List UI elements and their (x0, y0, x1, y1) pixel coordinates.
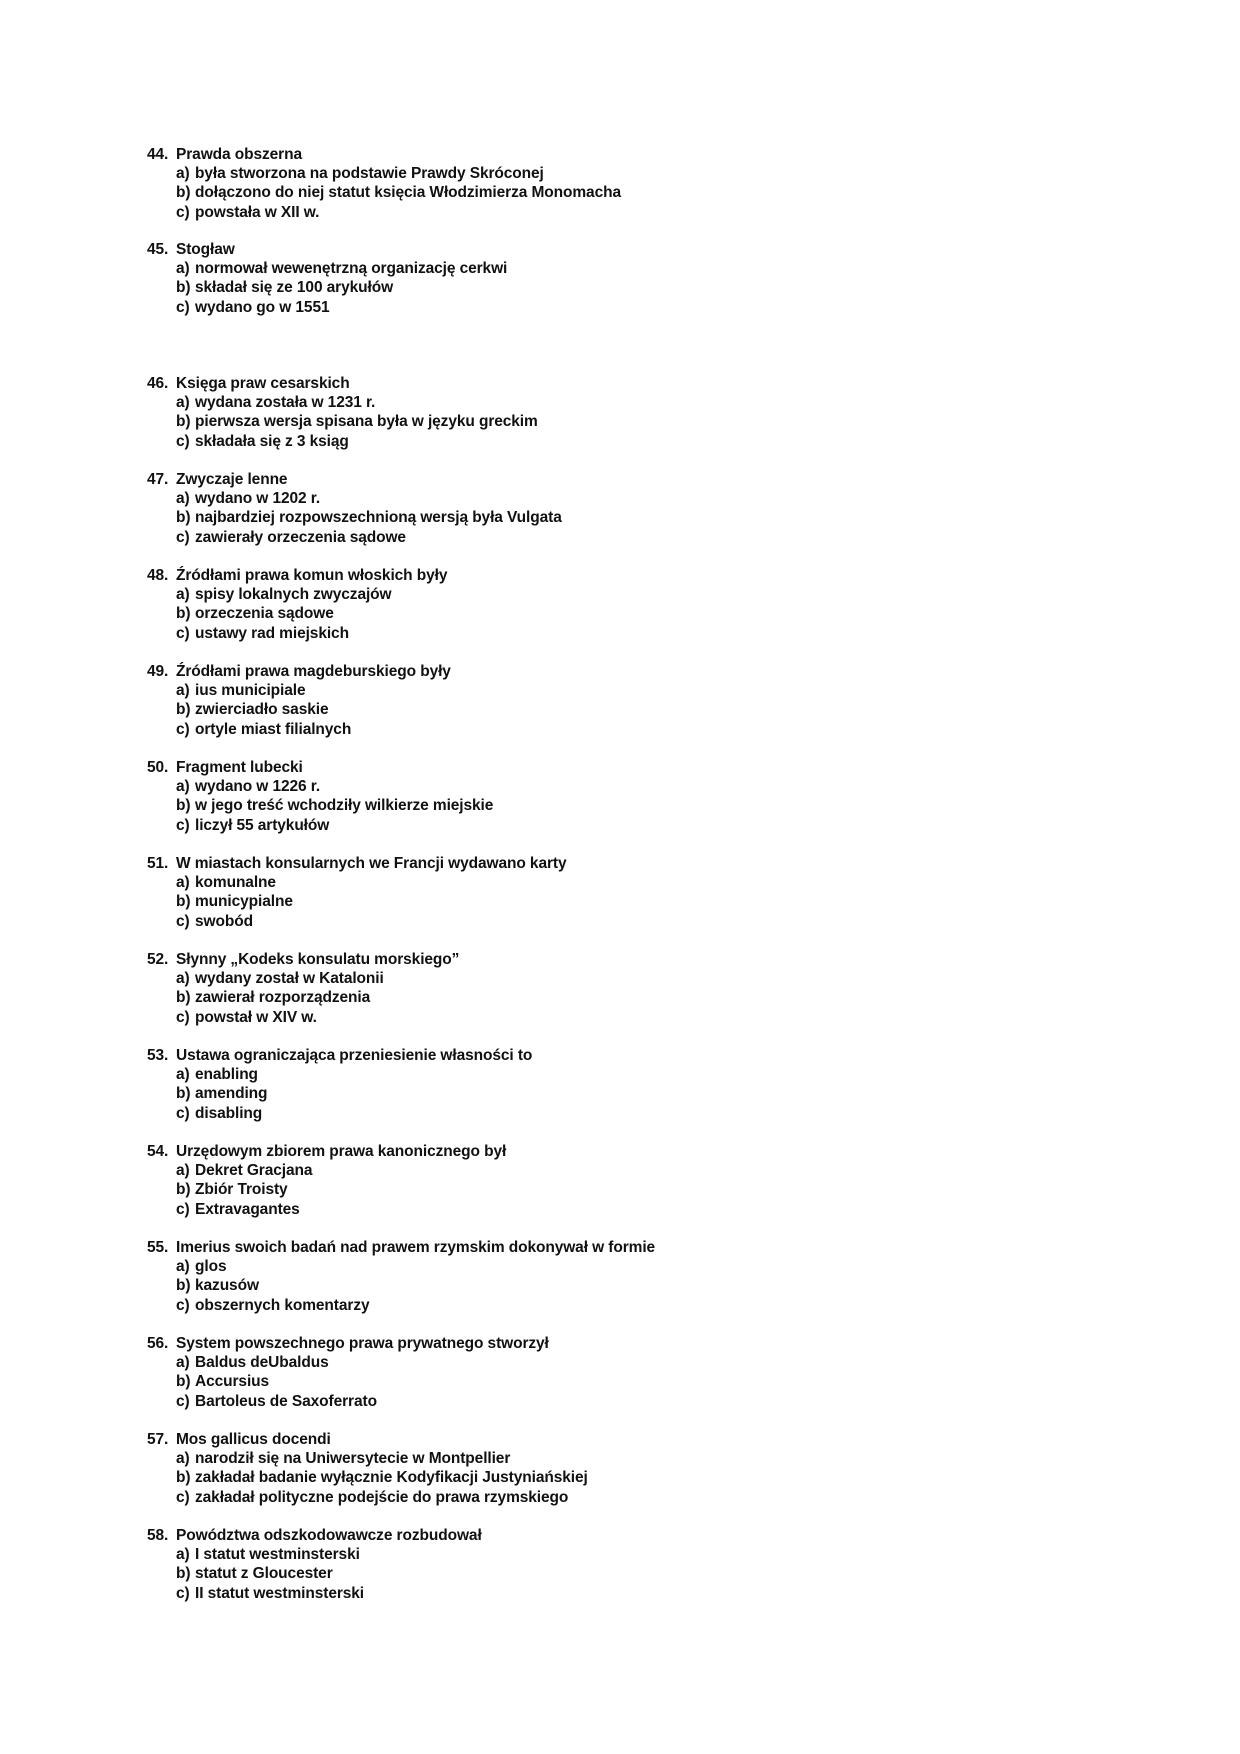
option-text: II statut westminsterski (195, 1584, 365, 1602)
answer-option-b (147, 508, 1147, 527)
answer-option-b (147, 988, 1147, 1007)
answer-option-a (147, 489, 1147, 508)
answer-options (147, 969, 1147, 1027)
question-heading (147, 1430, 1147, 1449)
answer-option-a (147, 1449, 1147, 1468)
answer-options (147, 873, 1147, 931)
question-54 (147, 1142, 1147, 1219)
answer-option-a (147, 393, 1147, 412)
answer-option-a (147, 259, 1147, 278)
option-text: zawierały orzeczenia sądowe (195, 528, 406, 546)
option-letter: c) (176, 720, 190, 738)
answer-option-b (147, 1180, 1147, 1199)
answer-options (147, 1257, 1147, 1315)
question-57 (147, 1430, 1147, 1507)
answer-option-b (147, 1084, 1147, 1103)
question-heading (147, 1526, 1147, 1545)
answer-option-a (147, 1353, 1147, 1372)
option-letter: b) (176, 184, 191, 202)
option-text: składał się ze 100 arykułów (195, 279, 394, 297)
option-text: była stworzona na podstawie Prawdy Skróconej (195, 165, 544, 183)
question-text: System powszechnego prawa prywatnego stworzył (176, 1335, 549, 1352)
option-letter: c) (176, 203, 190, 221)
option-letter: b) (176, 1469, 191, 1487)
option-letter: b) (176, 1277, 191, 1295)
question-heading (147, 1334, 1147, 1353)
question-heading (147, 758, 1147, 777)
question-text: Źródłami prawa komun włoskich były (176, 567, 448, 584)
answer-option-b (147, 1468, 1147, 1487)
option-letter: b) (176, 279, 191, 297)
option-text: wydany został w Katalonii (195, 970, 384, 988)
question-heading (147, 1046, 1147, 1065)
question-47 (147, 470, 1147, 547)
option-text: powstał w XIV w. (195, 1008, 317, 1026)
question-text: W miastach konsularnych we Francji wydawano karty (176, 855, 567, 872)
option-text: dołączono do niej statut księcia Włodzimierza Monomacha (195, 184, 621, 202)
option-text: Bartoleus de Saxoferrato (195, 1392, 377, 1410)
answer-option-b (147, 278, 1147, 297)
option-text: Baldus deUbaldus (195, 1354, 329, 1372)
answer-option-b (147, 412, 1147, 431)
option-text: liczył 55 artykułów (195, 816, 330, 834)
question-52 (147, 950, 1147, 1027)
option-letter: b) (176, 1565, 191, 1583)
option-text: Accursius (195, 1373, 270, 1391)
answer-option-c (147, 912, 1147, 931)
option-text: Dekret Gracjana (195, 1162, 313, 1180)
question-number: 52. (147, 951, 169, 968)
question-number: 49. (147, 663, 169, 680)
question-53 (147, 1046, 1147, 1123)
option-letter: a) (176, 1162, 190, 1180)
option-letter: a) (176, 1066, 190, 1084)
answer-options (147, 259, 1147, 317)
option-text: enabling (195, 1066, 258, 1084)
answer-options (147, 1065, 1147, 1123)
answer-option-c (147, 1584, 1147, 1603)
option-text: I statut westminsterski (195, 1546, 360, 1564)
option-letter: a) (176, 682, 190, 700)
question-number: 51. (147, 855, 169, 872)
answer-option-a (147, 585, 1147, 604)
option-letter: c) (176, 1008, 190, 1026)
answer-option-c (147, 432, 1147, 451)
question-number: 50. (147, 759, 169, 776)
option-letter: c) (176, 1104, 190, 1122)
option-letter: a) (176, 970, 190, 988)
question-number: 53. (147, 1047, 169, 1064)
question-number: 56. (147, 1335, 169, 1352)
answer-option-c (147, 1296, 1147, 1315)
answer-option-a (147, 777, 1147, 796)
option-letter: a) (176, 778, 190, 796)
option-text: disabling (195, 1104, 263, 1122)
option-letter: b) (176, 1373, 191, 1391)
answer-option-c (147, 1392, 1147, 1411)
option-letter: a) (176, 874, 190, 892)
option-letter: b) (176, 797, 191, 815)
question-heading (147, 145, 1147, 164)
question-55 (147, 1238, 1147, 1315)
question-heading (147, 662, 1147, 681)
option-text: normował wewenętrzną organizację cerkwi (195, 260, 508, 278)
answer-option-a (147, 873, 1147, 892)
option-text: zawierał rozporządzenia (195, 989, 371, 1007)
answer-option-b (147, 796, 1147, 815)
option-letter: c) (176, 1488, 190, 1506)
option-text: statut z Gloucester (195, 1565, 333, 1583)
question-number: 48. (147, 567, 169, 584)
option-letter: a) (176, 1258, 190, 1276)
option-letter: c) (176, 816, 190, 834)
answer-option-b (147, 183, 1147, 202)
option-letter: b) (176, 605, 191, 623)
option-letter: a) (176, 165, 190, 183)
answer-options (147, 681, 1147, 739)
option-letter: c) (176, 1296, 190, 1314)
answer-option-a (147, 969, 1147, 988)
answer-options (147, 393, 1147, 451)
question-48 (147, 566, 1147, 643)
answer-options (147, 1449, 1147, 1507)
option-letter: a) (176, 260, 190, 278)
option-text: komunalne (195, 874, 276, 892)
option-text: Extravagantes (195, 1200, 300, 1218)
option-letter: b) (176, 413, 191, 431)
option-text: amending (195, 1085, 268, 1103)
option-text: wydana została w 1231 r. (195, 394, 376, 412)
option-letter: a) (176, 1450, 190, 1468)
question-number: 44. (147, 146, 169, 163)
option-letter: b) (176, 701, 191, 719)
option-text: ortyle miast filialnych (195, 720, 352, 738)
option-letter: a) (176, 1354, 190, 1372)
question-number: 58. (147, 1527, 169, 1544)
question-text: Stogław (176, 241, 235, 258)
option-letter: c) (176, 1584, 190, 1602)
answer-options (147, 585, 1147, 643)
option-text: kazusów (195, 1277, 259, 1295)
option-letter: c) (176, 1392, 190, 1410)
option-letter: c) (176, 1200, 190, 1218)
question-heading (147, 566, 1147, 585)
question-heading (147, 950, 1147, 969)
answer-option-b (147, 604, 1147, 623)
question-text: Imerius swoich badań nad prawem rzymskim dokonywał w formie (176, 1239, 656, 1256)
answer-option-b (147, 892, 1147, 911)
answer-option-a (147, 681, 1147, 700)
question-text: Fragment lubecki (176, 759, 303, 776)
option-letter: c) (176, 528, 190, 546)
option-text: najbardziej rozpowszechnioną wersją była Vulgata (195, 509, 562, 527)
answer-option-c (147, 624, 1147, 643)
question-heading (147, 1238, 1147, 1257)
option-text: składała się z 3 ksiąg (195, 432, 349, 450)
question-number: 47. (147, 471, 169, 488)
answer-option-b (147, 1564, 1147, 1583)
option-text: pierwsza wersja spisana była w języku greckim (195, 413, 538, 431)
option-letter: c) (176, 298, 190, 316)
option-text: zakładał badanie wyłącznie Kodyfikacji Justyniańskiej (195, 1469, 588, 1487)
question-text: Słynny „Kodeks konsulatu morskiego” (176, 951, 460, 968)
answer-option-a (147, 1545, 1147, 1564)
question-50 (147, 758, 1147, 835)
answer-option-b (147, 700, 1147, 719)
option-letter: c) (176, 432, 190, 450)
option-letter: c) (176, 624, 190, 642)
option-letter: b) (176, 989, 191, 1007)
option-text: wydano go w 1551 (195, 298, 330, 316)
answer-options (147, 1161, 1147, 1219)
question-heading (147, 854, 1147, 873)
question-text: Powództwa odszkodowawcze rozbudował (176, 1527, 482, 1544)
question-44 (147, 145, 1147, 222)
question-text: Źródłami prawa magdeburskiego były (176, 663, 451, 680)
answer-option-c (147, 298, 1147, 317)
question-heading (147, 1142, 1147, 1161)
answer-option-b (147, 1276, 1147, 1295)
question-text: Księga praw cesarskich (176, 375, 350, 392)
option-text: powstała w XII w. (195, 203, 320, 221)
option-letter: b) (176, 893, 191, 911)
option-text: glos (195, 1258, 227, 1276)
answer-options (147, 489, 1147, 547)
answer-options (147, 1353, 1147, 1411)
option-text: wydano w 1226 r. (195, 778, 321, 796)
answer-option-a (147, 1065, 1147, 1084)
option-text: municypialne (195, 893, 293, 911)
option-text: zakładał polityczne podejście do prawa rzymskiego (195, 1488, 569, 1506)
option-text: spisy lokalnych zwyczajów (195, 586, 392, 604)
answer-option-a (147, 1257, 1147, 1276)
question-text: Zwyczaje lenne (176, 471, 288, 488)
option-text: orzeczenia sądowe (195, 605, 334, 623)
question-58 (147, 1526, 1147, 1603)
option-letter: a) (176, 1546, 190, 1564)
answer-options (147, 164, 1147, 222)
answer-options (147, 777, 1147, 835)
option-text: narodził się na Uniwersytecie w Montpellier (195, 1450, 511, 1468)
question-heading (147, 240, 1147, 259)
question-text: Prawda obszerna (176, 146, 302, 163)
option-letter: b) (176, 1181, 191, 1199)
question-51 (147, 854, 1147, 931)
option-text: Zbiór Troisty (195, 1181, 288, 1199)
question-56 (147, 1334, 1147, 1411)
answer-option-c (147, 203, 1147, 222)
answer-option-c (147, 1200, 1147, 1219)
answer-option-a (147, 164, 1147, 183)
option-letter: a) (176, 394, 190, 412)
answer-option-c (147, 720, 1147, 739)
question-text: Ustawa ograniczająca przeniesienie własności to (176, 1047, 533, 1064)
option-letter: a) (176, 490, 190, 508)
option-letter: c) (176, 912, 190, 930)
option-text: wydano w 1202 r. (195, 490, 321, 508)
option-text: w jego treść wchodziły wilkierze miejskie (195, 797, 494, 815)
option-text: zwierciadło saskie (195, 701, 329, 719)
question-heading (147, 374, 1147, 393)
question-45 (147, 240, 1147, 317)
question-text: Urzędowym zbiorem prawa kanonicznego był (176, 1143, 507, 1160)
answer-option-c (147, 1008, 1147, 1027)
answer-option-b (147, 1372, 1147, 1391)
question-number: 55. (147, 1239, 169, 1256)
answer-option-c (147, 528, 1147, 547)
option-text: ius municipiale (195, 682, 306, 700)
option-text: obszernych komentarzy (195, 1296, 370, 1314)
question-number: 57. (147, 1431, 169, 1448)
option-letter: b) (176, 509, 191, 527)
answer-option-c (147, 1104, 1147, 1123)
answer-option-c (147, 816, 1147, 835)
option-letter: b) (176, 1085, 191, 1103)
question-49 (147, 662, 1147, 739)
question-heading (147, 470, 1147, 489)
question-46 (147, 374, 1147, 451)
option-text: swobód (195, 912, 253, 930)
answer-option-a (147, 1161, 1147, 1180)
question-number: 46. (147, 375, 169, 392)
question-text: Mos gallicus docendi (176, 1431, 331, 1448)
answer-options (147, 1545, 1147, 1603)
option-letter: a) (176, 586, 190, 604)
question-number: 45. (147, 241, 169, 258)
option-text: ustawy rad miejskich (195, 624, 349, 642)
question-number: 54. (147, 1143, 169, 1160)
answer-option-c (147, 1488, 1147, 1507)
